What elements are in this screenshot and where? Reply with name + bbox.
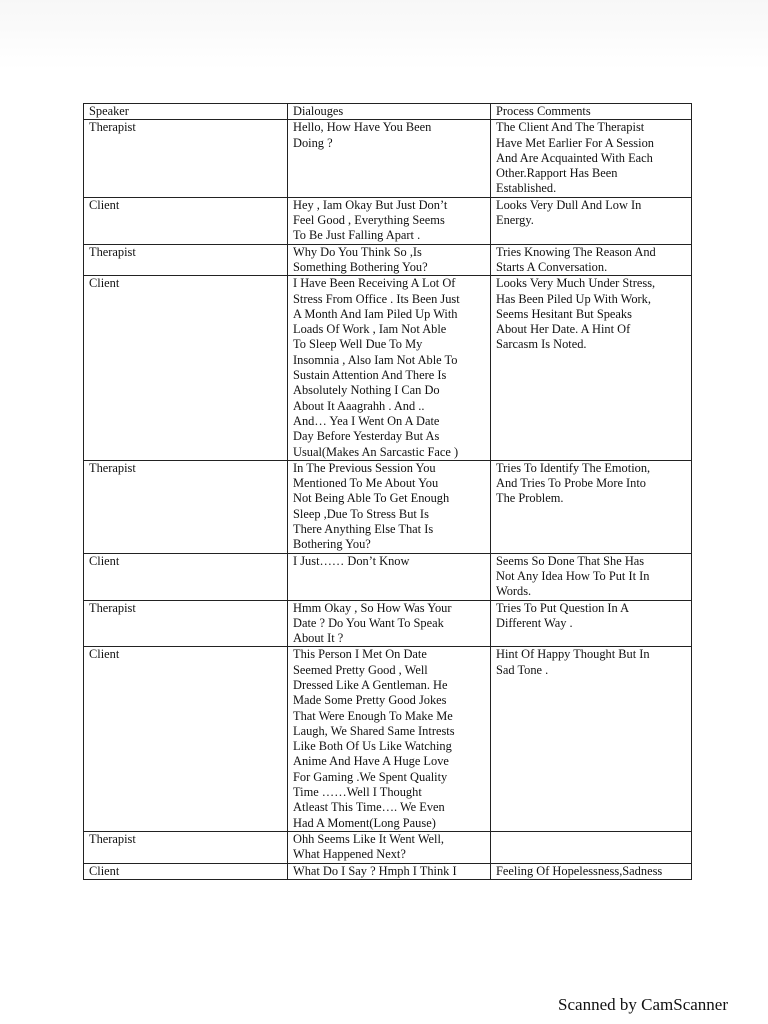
dialogue-cell: Hey , Iam Okay But Just Don’t Feel Good , Everything Seems To Be Just Falling Apart .	[288, 197, 491, 244]
dialogue-cell: Ohh Seems Like It Went Well, What Happened Next?	[288, 831, 491, 863]
table-row	[84, 863, 692, 879]
comment-cell: Hint Of Happy Thought But In Sad Tone .	[491, 647, 692, 832]
speaker-cell: Client	[84, 553, 288, 600]
dialogue-cell: I Just…… Don’t Know	[288, 553, 491, 600]
table-row	[84, 647, 692, 832]
comment-cell	[491, 831, 692, 863]
speaker-cell: Therapist	[84, 120, 288, 197]
comment-cell: Looks Very Much Under Stress, Has Been Piled Up With Work, Seems Hesitant But Speaks About Her Date. A Hint Of Sarcasm Is Noted.	[491, 276, 692, 461]
dialogue-cell: Why Do You Think So ,Is Something Bothering You?	[288, 244, 491, 276]
table-header	[84, 104, 692, 120]
dialogue-cell: Hmm Okay , So How Was Your Date ? Do You Want To Speak About It ?	[288, 600, 491, 647]
table-row	[84, 831, 692, 863]
dialogue-cell: What Do I Say ? Hmph I Think I	[288, 863, 491, 879]
header-dialogues: Dialouges	[288, 104, 491, 120]
table-row	[84, 244, 692, 276]
header-process-comments: Process Comments	[491, 104, 692, 120]
dialogue-cell: In The Previous Session You Mentioned To Me About You Not Being Able To Get Enough Sleep ,Due To Stress But Is There Anything Else That Is Bothering You?	[288, 460, 491, 553]
dialogue-cell: Hello, How Have You Been Doing ?	[288, 120, 491, 197]
table-row	[84, 460, 692, 553]
speaker-cell: Therapist	[84, 460, 288, 553]
speaker-cell: Client	[84, 647, 288, 832]
header-speaker: Speaker	[84, 104, 288, 120]
comment-cell: Feeling Of Hopelessness,Sadness	[491, 863, 692, 879]
header-row	[84, 104, 692, 120]
comment-cell: Seems So Done That She Has Not Any Idea How To Put It In Words.	[491, 553, 692, 600]
comment-cell: Looks Very Dull And Low In Energy.	[491, 197, 692, 244]
speaker-cell: Client	[84, 863, 288, 879]
table-row	[84, 197, 692, 244]
comment-cell: Tries To Identify The Emotion, And Tries To Probe More Into The Problem.	[491, 460, 692, 553]
table-row	[84, 600, 692, 647]
camscanner-watermark: Scanned by CamScanner	[558, 995, 728, 1014]
dialogue-cell: I Have Been Receiving A Lot Of Stress From Office . Its Been Just A Month And Iam Piled Up With Loads Of Work , Iam Not Able To Sleep Well Due To My Insomnia , Also Iam Not Able To Sustain Attention And There Is Absolutely Nothing I Can Do About It Aaagrahh . And .. And… Yea I Went On A Date Day Before Yesterday But As Usual(Makes An Sarcastic Face )	[288, 276, 491, 461]
comment-cell: Tries To Put Question In A Different Way .	[491, 600, 692, 647]
comment-cell: The Client And The Therapist Have Met Earlier For A Session And Are Acquainted With Each Other.Rapport Has Been Established.	[491, 120, 692, 197]
table-body	[84, 120, 692, 880]
table-row	[84, 276, 692, 461]
speaker-cell: Therapist	[84, 600, 288, 647]
table-row	[84, 120, 692, 197]
table-row	[84, 553, 692, 600]
session-transcript-table	[83, 103, 692, 880]
dialogue-cell: This Person I Met On Date Seemed Pretty Good , Well Dressed Like A Gentleman. He Made Some Pretty Good Jokes That Were Enough To Make Me Laugh, We Shared Same Intrests Like Both Of Us Like Watching Anime And Have A Huge Love For Gaming .We Spent Quality Time ……Well I Thought Atleast This Time…. We Even Had A Moment(Long Pause)	[288, 647, 491, 832]
speaker-cell: Client	[84, 197, 288, 244]
speaker-cell: Therapist	[84, 244, 288, 276]
scan-shadow	[0, 0, 768, 70]
speaker-cell: Therapist	[84, 831, 288, 863]
speaker-cell: Client	[84, 276, 288, 461]
comment-cell: Tries Knowing The Reason And Starts A Conversation.	[491, 244, 692, 276]
